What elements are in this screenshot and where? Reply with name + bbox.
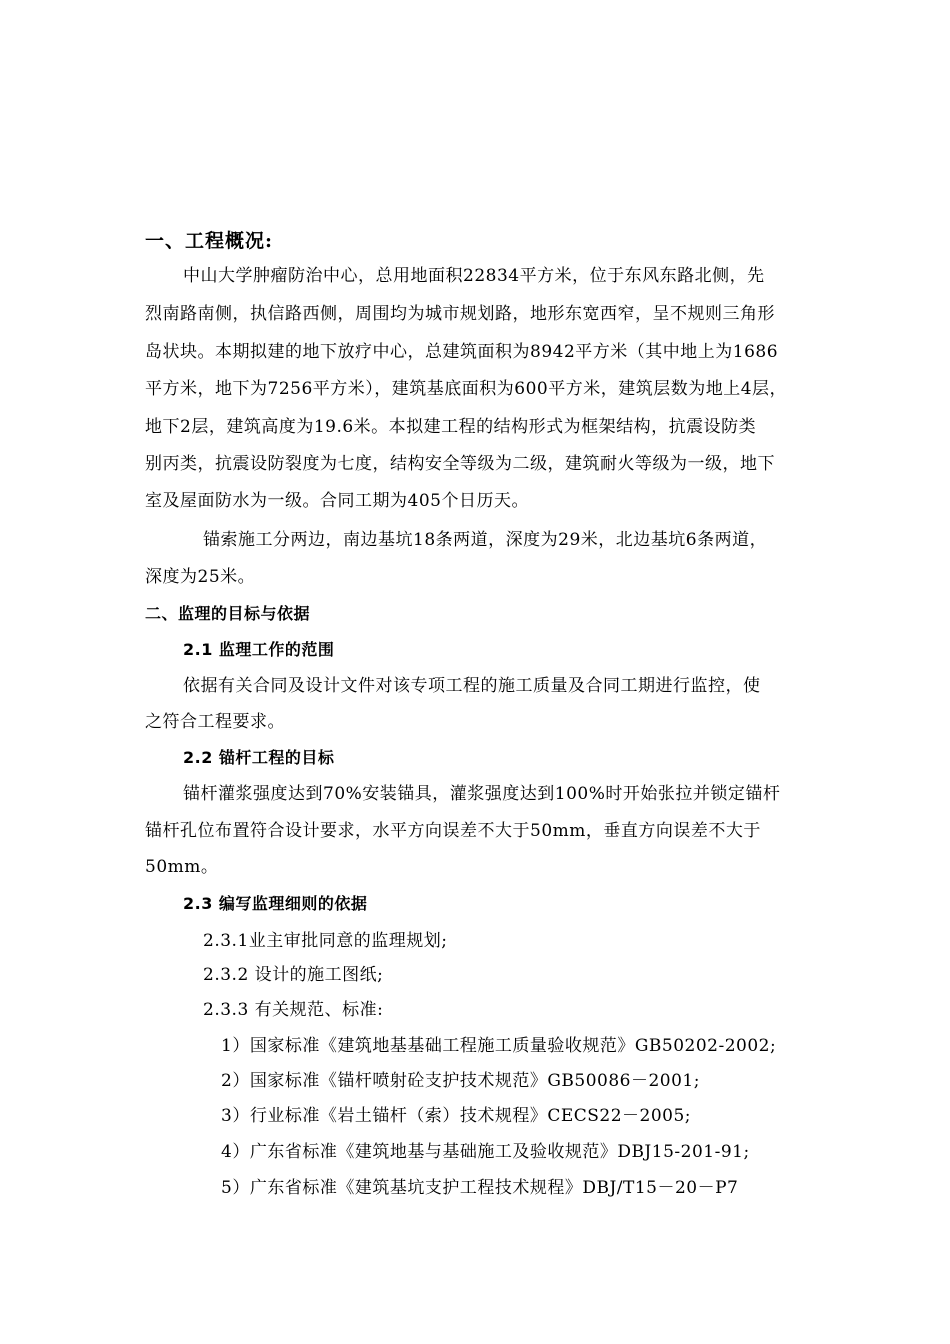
standard-item-3: 3）行业标准《岩土锚杆（索）技术规程》CECS22－2005; xyxy=(221,1106,692,1126)
section-2-3-heading: 2.3 编写监理细则的依据 xyxy=(183,894,368,913)
section-2-1-line-2: 之符合工程要求。 xyxy=(145,712,285,732)
section-2-3-item-1: 2.3.1业主审批同意的监理规划; xyxy=(203,931,448,951)
section-2-2-line-1: 锚杆灌浆强度达到70%安装锚具，灌浆强度达到100%时开始张拉并锁定锚杆 xyxy=(183,784,781,804)
para-2-line-2: 深度为25米。 xyxy=(145,567,256,587)
section-2-2-line-3: 50mm。 xyxy=(145,857,219,877)
para-1-line-3: 岛状块。本期拟建的地下放疗中心，总建筑面积为8942平方米（其中地上为1686 xyxy=(145,342,779,362)
standard-item-2: 2）国家标准《锚杆喷射砼支护技术规范》GB50086－2001; xyxy=(221,1071,700,1091)
para-1-line-4: 平方米，地下为7256平方米），建筑基底面积为600平方米，建筑层数为地上4层， xyxy=(145,379,788,399)
section-2-2-heading: 2.2 锚杆工程的目标 xyxy=(183,748,335,767)
section-2-heading: 二、监理的目标与依据 xyxy=(145,604,311,623)
section-2-1-line-1: 依据有关合同及设计文件对该专项工程的施工质量及合同工期进行监控，使 xyxy=(183,676,761,696)
section-2-3-item-3: 2.3.3 有关规范、标准: xyxy=(203,1000,384,1020)
section-1-heading: 一、工程概况: xyxy=(145,230,274,252)
para-1-line-5: 地下2层，建筑高度为19.6米。本拟建工程的结构形式为框架结构，抗震设防类 xyxy=(145,417,757,437)
section-2-1-heading: 2.1 监理工作的范围 xyxy=(183,640,335,659)
para-1-line-7: 室及屋面防水为一级。合同工期为405个日历天。 xyxy=(145,491,529,511)
para-2-line-1: 锚索施工分两边，南边基坑18条两道，深度为29米，北边基坑6条两道， xyxy=(203,530,768,550)
para-1-line-1: 中山大学肿瘤防治中心，总用地面积22834平方米，位于东风东路北侧，先 xyxy=(183,266,765,286)
section-2-3-item-2: 2.3.2 设计的施工图纸; xyxy=(203,965,384,985)
para-1-line-2: 烈南路南侧，执信路西侧，周围均为城市规划路，地形东宽西窄，呈不规则三角形 xyxy=(145,304,775,324)
section-2-2-line-2: 锚杆孔位布置符合设计要求，水平方向误差不大于50mm，垂直方向误差不大于 xyxy=(145,821,761,841)
standard-item-1: 1）国家标准《建筑地基基础工程施工质量验收规范》GB50202-2002; xyxy=(221,1036,777,1056)
standard-item-4: 4）广东省标准《建筑地基与基础施工及验收规范》DBJ15-201-91; xyxy=(221,1142,750,1162)
para-1-line-6: 别丙类，抗震设防裂度为七度，结构安全等级为二级，建筑耐火等级为一级，地下 xyxy=(145,454,775,474)
standard-item-5: 5）广东省标准《建筑基坑支护工程技术规程》DBJ/T15－20－P7 xyxy=(221,1178,739,1198)
